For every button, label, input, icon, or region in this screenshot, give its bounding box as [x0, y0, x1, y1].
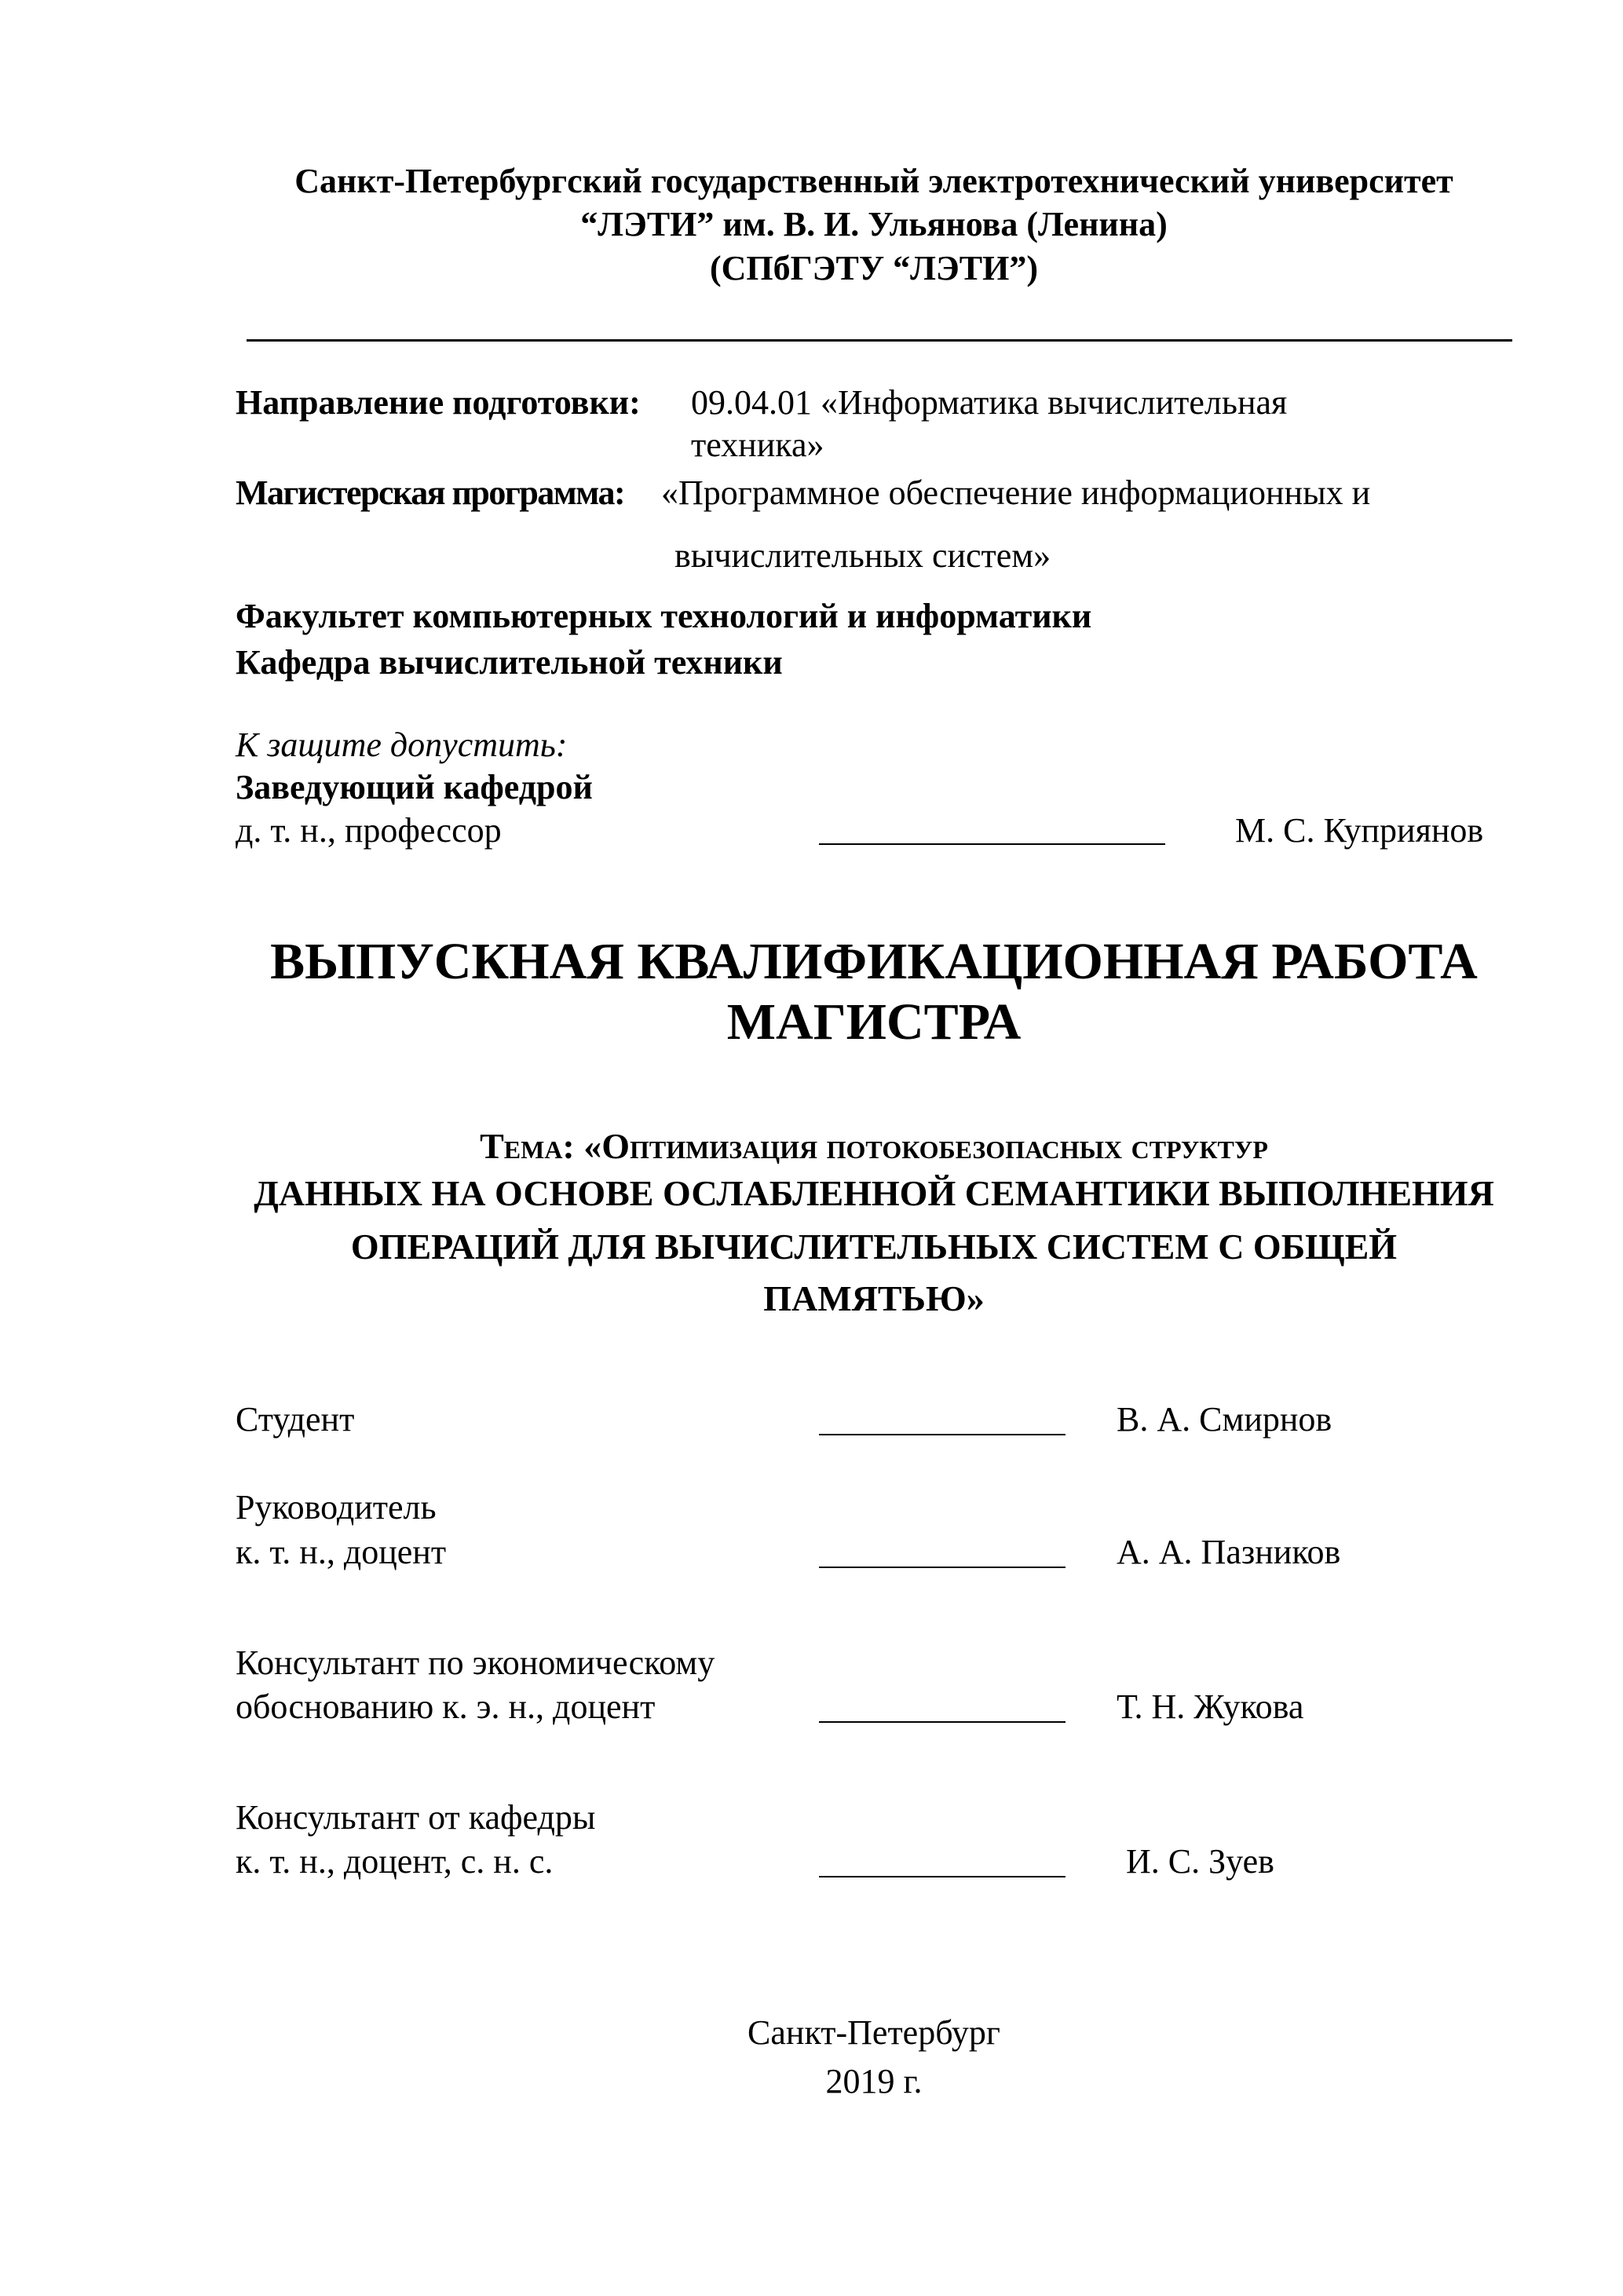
department: Кафедра вычислительной техники	[236, 643, 783, 682]
university-name-line2: “ЛЭТИ” им. В. И. Ульянова (Ленина)	[580, 205, 1168, 243]
head-title: Заведующий кафедрой	[236, 768, 593, 806]
master-program-value: «Программное обеспечение информационных и	[661, 473, 1371, 512]
department-consultant-name: И. С. Зуев	[1126, 1842, 1274, 1881]
department-consultant-role: Консультант от кафедры	[236, 1798, 596, 1837]
supervisor-signature-line	[819, 1567, 1066, 1568]
economic-consultant-degree: обоснованию к. э. н., доцент	[236, 1687, 656, 1726]
admit-label: К защите допустить:	[236, 726, 568, 764]
university-name-line1: Санкт-Петербургский государственный электротехнический университет	[294, 162, 1453, 200]
head-name: М. С. Куприянов	[1235, 811, 1484, 850]
theme-text: Тема: «Оптимизация потокобезопасных структур	[480, 1126, 1268, 1166]
student-role: Студент	[236, 1400, 355, 1439]
student-signature-line	[819, 1434, 1066, 1435]
economic-consultant-signature-line	[819, 1721, 1066, 1723]
theme-line2: ДАННЫХ НА ОСНОВЕ ОСЛАБЛЕННОЙ СЕМАНТИКИ ВЫПОЛНЕНИЯ	[254, 1173, 1494, 1213]
supervisor-degree: к. т. н., доцент	[236, 1533, 447, 1571]
footer-year: 2019 г.	[825, 2062, 923, 2100]
student-name: В. А. Смирнов	[1117, 1400, 1332, 1439]
supervisor-name: А. А. Пазников	[1117, 1533, 1341, 1571]
footer-city: Санкт-Петербург	[748, 2013, 1000, 2052]
direction-label: Направление подготовки:	[236, 383, 641, 422]
economic-consultant-name: Т. Н. Жукова	[1117, 1687, 1304, 1726]
department-consultant-degree: к. т. н., доцент, с. н. с.	[236, 1842, 554, 1881]
document-title-line1: ВЫПУСКНАЯ КВАЛИФИКАЦИОННАЯ РАБОТА	[270, 933, 1478, 990]
direction-value: 09.04.01 «Информатика вычислительная	[691, 383, 1288, 422]
university-abbreviation: (СПбГЭТУ “ЛЭТИ”)	[710, 249, 1038, 287]
theme-line3: ОПЕРАЦИЙ ДЛЯ ВЫЧИСЛИТЕЛЬНЫХ СИСТЕМ С ОБЩЕЙ	[350, 1227, 1398, 1267]
master-program-value-cont: вычислительных систем»	[674, 536, 1051, 575]
document-title-line2: МАГИСТРА	[726, 993, 1022, 1051]
department-consultant-signature-line	[819, 1876, 1066, 1877]
head-signature-line	[819, 843, 1165, 845]
economic-consultant-role: Консультант по экономическому	[236, 1643, 715, 1682]
master-program-label: Магистерская программа:	[236, 473, 625, 512]
theme-line1	[236, 1121, 1512, 1172]
theme-line4: ПАМЯТЬЮ»	[763, 1278, 985, 1318]
supervisor-role: Руководитель	[236, 1488, 437, 1526]
head-degree: д. т. н., профессор	[236, 811, 502, 850]
faculty: Факультет компьютерных технологий и информатики	[236, 597, 1092, 635]
header-divider	[247, 339, 1512, 342]
direction-value-cont: техника»	[691, 426, 824, 464]
